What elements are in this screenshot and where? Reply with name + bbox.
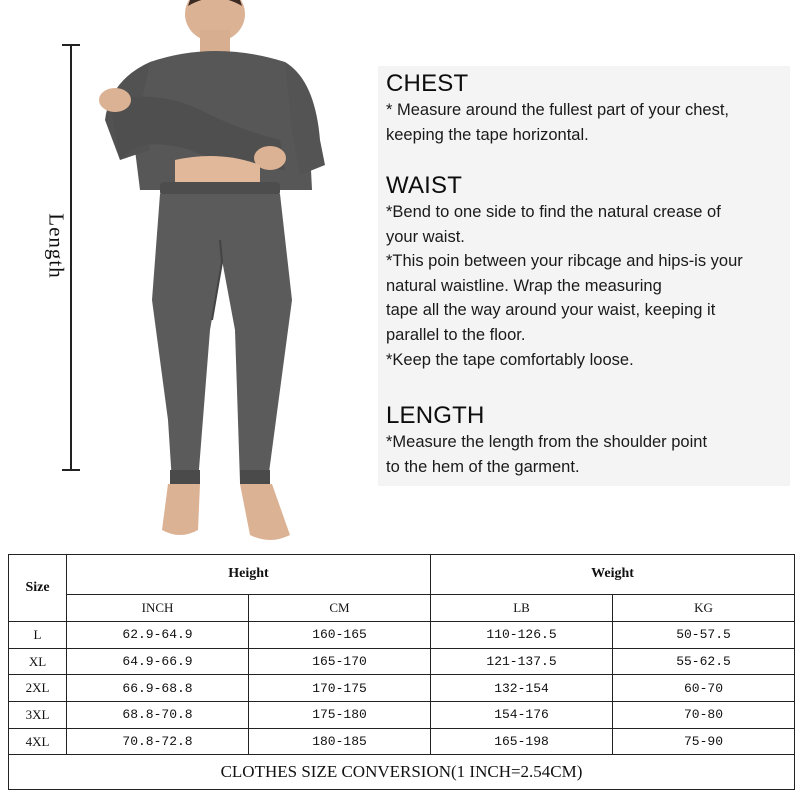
table-header-row	[9, 555, 795, 595]
kg-cell: 75-90	[613, 728, 795, 755]
lb-cell: 121-137.5	[431, 648, 613, 675]
waist-line: *Bend to one side to find the natural crease of	[386, 203, 721, 221]
cm-cell: 170-175	[249, 675, 431, 702]
length-measure-tick-top	[62, 44, 80, 46]
table-row	[9, 648, 795, 675]
length-measure-line	[70, 44, 72, 470]
lb-column-header: LB	[431, 594, 613, 621]
size-cell: XL	[9, 648, 67, 675]
waist-line: your waist.	[386, 227, 465, 246]
conversion-footer: CLOTHES SIZE CONVERSION(1 INCH=2.54CM)	[9, 755, 795, 790]
waist-line: *Keep the tape comfortably loose.	[386, 350, 634, 369]
length-measure-tick-bottom	[62, 469, 80, 471]
chest-line: keeping the tape horizontal.	[386, 125, 589, 144]
chest-line: * Measure around the fullest part of your chest,	[386, 101, 730, 119]
weight-group-header: Weight	[431, 555, 795, 595]
cm-cell: 175-180	[249, 702, 431, 729]
inch-cell: 62.9-64.9	[67, 621, 249, 648]
waist-instructions	[386, 172, 743, 372]
lb-cell: 154-176	[431, 702, 613, 729]
length-label: Length	[44, 213, 69, 279]
table-subheader-row	[9, 594, 795, 621]
lb-cell: 132-154	[431, 675, 613, 702]
size-cell: L	[9, 621, 67, 648]
length-line: *Measure the length from the shoulder point	[386, 433, 708, 451]
waist-line: tape all the way around your waist, keeping it	[386, 301, 716, 320]
cm-cell: 160-165	[249, 621, 431, 648]
table-row	[9, 728, 795, 755]
table-footer-row	[9, 755, 795, 790]
size-cell: 2XL	[9, 675, 67, 702]
kg-column-header: KG	[613, 594, 795, 621]
table-row	[9, 675, 795, 702]
model-figure-icon	[80, 0, 380, 545]
waist-heading: WAIST	[386, 172, 463, 199]
lb-cell: 110-126.5	[431, 621, 613, 648]
inch-cell: 64.9-66.9	[67, 648, 249, 675]
size-cell: 3XL	[9, 702, 67, 729]
table-row	[9, 621, 795, 648]
figure-area	[0, 0, 380, 545]
size-cell: 4XL	[9, 728, 67, 755]
waist-line: natural waistline. Wrap the measuring	[386, 276, 662, 295]
kg-cell: 60-70	[613, 675, 795, 702]
kg-cell: 55-62.5	[613, 648, 795, 675]
kg-cell: 50-57.5	[613, 621, 795, 648]
inch-column-header: INCH	[67, 594, 249, 621]
inch-cell: 68.8-70.8	[67, 702, 249, 729]
cm-column-header: CM	[249, 594, 431, 621]
cm-cell: 180-185	[249, 728, 431, 755]
length-instructions	[386, 402, 707, 479]
kg-cell: 70-80	[613, 702, 795, 729]
length-line: to the hem of the garment.	[386, 457, 580, 476]
inch-cell: 66.9-68.8	[67, 675, 249, 702]
height-group-header: Height	[67, 555, 431, 595]
size-column-header: Size	[9, 555, 67, 622]
lb-cell: 165-198	[431, 728, 613, 755]
chest-heading: CHEST	[386, 70, 469, 97]
length-heading: LENGTH	[386, 402, 485, 429]
chest-instructions	[386, 70, 729, 147]
waist-line: *This poin between your ribcage and hips-is your	[386, 252, 743, 271]
table-row	[9, 702, 795, 729]
measurement-instructions	[378, 66, 790, 486]
cm-cell: 165-170	[249, 648, 431, 675]
size-chart-table	[8, 554, 795, 790]
waist-line: parallel to the floor.	[386, 325, 526, 344]
inch-cell: 70.8-72.8	[67, 728, 249, 755]
